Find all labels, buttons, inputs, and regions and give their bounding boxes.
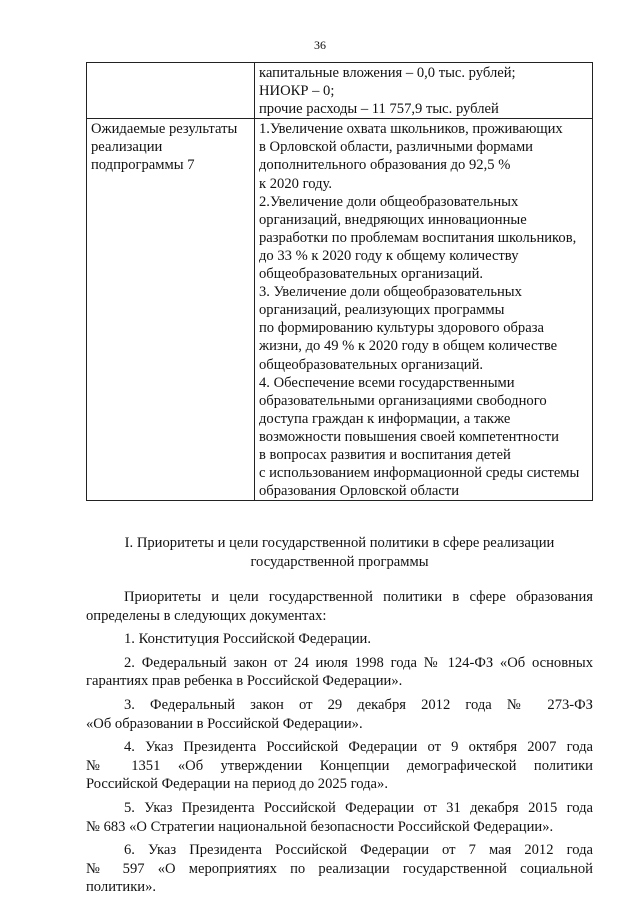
result-line: в Орловской области, различными формами (259, 139, 533, 156)
paragraph-line: № 1351 «Об утверждении Концепции демографической политики (86, 757, 593, 774)
result-line: организаций, внедряющих инновационные (259, 211, 527, 228)
list-item (86, 654, 593, 691)
paragraph-intro (86, 588, 593, 625)
result-line: разработки по проблемам воспитания школьников, (259, 229, 577, 246)
label-line: реализации (91, 139, 163, 156)
result-line: 3. Увеличение доли общеобразовательных (259, 284, 522, 301)
result-line: 2.Увеличение доли общеобразовательных (259, 193, 519, 210)
result-line: к 2020 году. (259, 175, 332, 192)
section-title-line: I. Приоритеты и цели государственной политики в сфере реализации (124, 535, 555, 551)
paragraph-line: 6. Указ Президента Российской Федерации от 7 мая 2012 года (124, 842, 593, 859)
result-line: образования Орловской области (259, 483, 460, 500)
section-title-line: государственной программы (250, 553, 429, 570)
paragraph-line: 4. Указ Президента Российской Федерации от 9 октября 2007 года (124, 739, 593, 756)
subprogram-table (86, 62, 593, 501)
result-line: 1.Увеличение охвата школьников, проживающих (259, 121, 563, 138)
financing-line: капитальные вложения – 0,0 тыс. рублей; (259, 65, 516, 81)
table-cell-expected-results-label (87, 119, 255, 501)
body-text (86, 588, 593, 902)
result-line: дополнительного образования до 92,5 % (259, 157, 511, 174)
result-line: 4. Обеспечение всеми государственными (259, 374, 515, 391)
list-item (86, 799, 593, 836)
list-item (86, 841, 593, 897)
section-title (86, 534, 593, 571)
label-line: Ожидаемые результаты (91, 121, 238, 138)
result-line: жизни, до 49 % к 2020 году в общем количестве (259, 338, 558, 355)
table-cell-expected-results (255, 119, 593, 501)
result-line: возможности повышения своей компетентности (259, 428, 559, 445)
paragraph-line: гарантиях прав ребенка в Российской Федерации». (86, 673, 403, 690)
paragraph-line: 1. Конституция Российской Федерации. (124, 631, 371, 648)
table-cell-financing (255, 63, 593, 119)
paragraph-line: политики». (86, 879, 157, 896)
result-line: общеобразовательных организаций. (259, 356, 484, 373)
paragraph-line: Приоритеты и цели государственной политики в сфере образования (124, 589, 593, 605)
paragraph-line: 5. Указ Президента Российской Федерации от 31 декабря 2015 года (124, 799, 593, 816)
result-line: в вопросах развития и воспитания детей (259, 446, 511, 463)
table-row-financing (87, 63, 593, 119)
list-item (86, 696, 593, 733)
financing-line: прочие расходы – 11 757,9 тыс. рублей (259, 101, 499, 118)
result-line: до 33 % к 2020 году к общему количеству (259, 247, 519, 264)
table-cell-label-empty (87, 63, 255, 119)
result-line: организаций, реализующих программы (259, 302, 505, 319)
paragraph-line: определены в следующих документах: (86, 607, 327, 624)
result-line: образовательными организациями свободного (259, 392, 547, 409)
paragraph-line: «Об образовании в Российской Федерации». (86, 715, 363, 732)
result-line: доступа граждан к информации, а также (259, 410, 511, 427)
table-row-expected-results (87, 119, 593, 501)
list-item (86, 738, 593, 794)
paragraph-line: 2. Федеральный закон от 24 июля 1998 года № 124-ФЗ «Об основных (124, 654, 593, 671)
financing-line: НИОКР – 0; (259, 83, 335, 100)
paragraph-line: № 683 «О Стратегии национальной безопасности Российской Федерации». (86, 818, 554, 835)
result-line: общеобразовательных организаций. (259, 266, 484, 283)
paragraph-line: № 597 «О мероприятиях по реализации государственной социальной (86, 860, 593, 877)
label-line: подпрограммы 7 (91, 157, 195, 174)
paragraph-line: 3. Федеральный закон от 29 декабря 2012 года № 273-ФЗ (124, 696, 593, 713)
result-line: с использованием информационной среды системы (259, 465, 580, 482)
page-number: 36 (314, 38, 326, 52)
list-item (86, 630, 593, 649)
result-line: по формированию культуры здорового образа (259, 320, 544, 337)
paragraph-line: Российской Федерации на период до 2025 года». (86, 776, 388, 793)
